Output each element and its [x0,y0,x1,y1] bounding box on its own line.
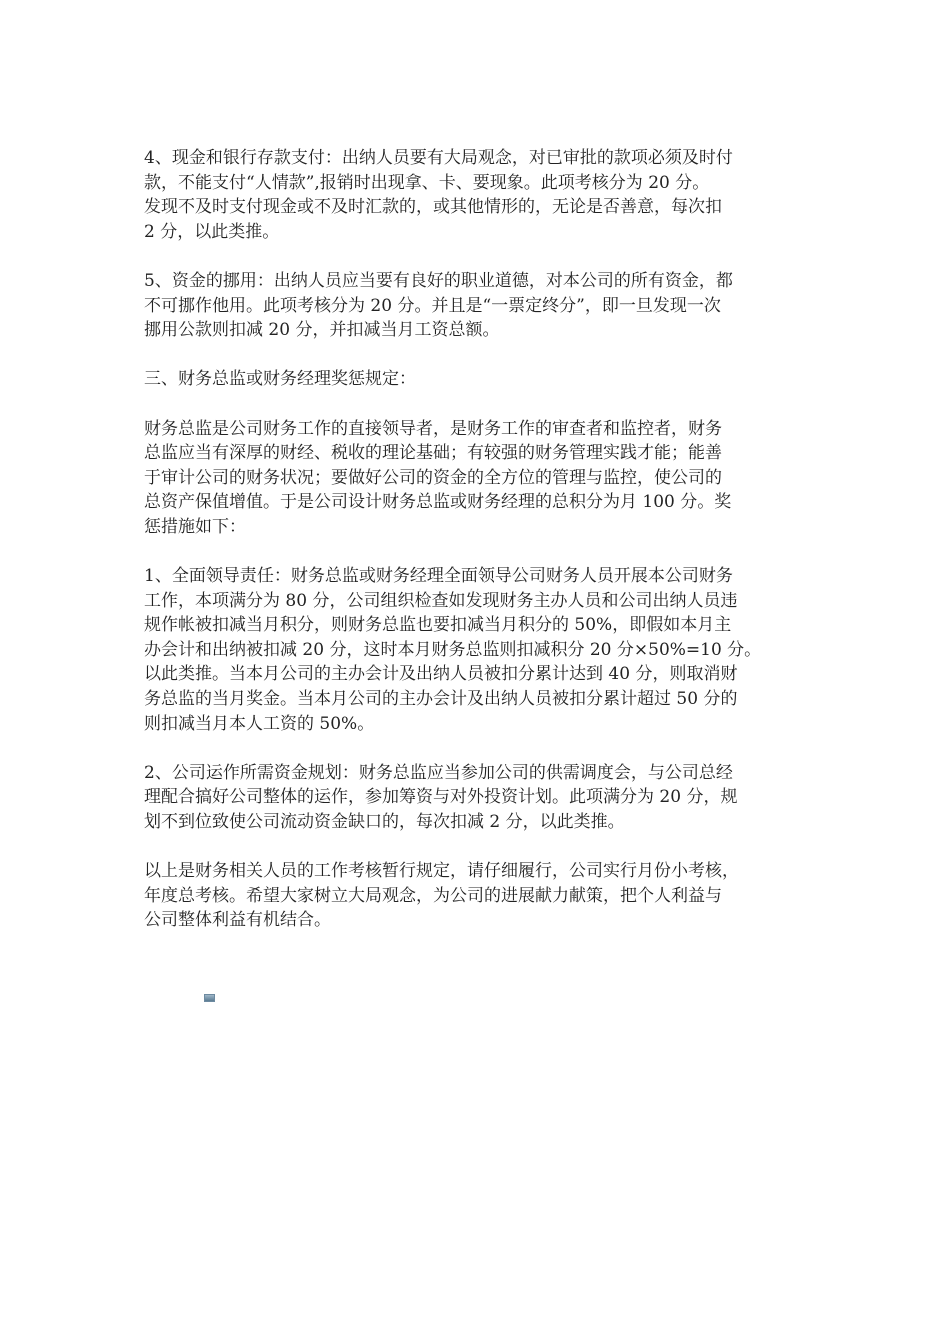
paragraph-closing: 以上是财务相关人员的工作考核暂行规定，请仔细履行，公司实行月份小考核， 年度总考核。希望大家树立大局观念，为公司的进展献力献策，把个人利益与 公司整体利益有机结合。 [144,861,739,931]
paragraph-fund-planning: 2、公司运作所需资金规划：财务总监应当参加公司的供需调度会，与公司总经 理配合搞好公司整体的运作，参加筹资与对外投资计划。此项满分为 20 分，规 划不到位致使公司流动资金缺口的，每次扣减 2 分，以此类推。 [144,762,738,833]
section-heading-director-rules: 三、财务总监或财务经理奖惩规定： [144,369,416,390]
document-body [144,146,824,958]
small-image-icon [204,994,215,1002]
paragraph-leadership-responsibility: 1、全面领导责任：财务总监或财务经理全面领导公司财务人员开展本公司财务 工作，本项满分为 80 分，公司组织检查如发现财务主办人员和公司出纳人员违 规作帐被扣减当月积分，则财务总监也要扣减当月积分的 50%，即假如本月主 办会计和出纳被扣减 20 分，这时本月财务总监则扣减积分 20 分×50%=10 分。 以此类推。当本月公司的主办会计及出纳人员被扣分累计达到 40 分，则取消财 务总监的当月奖金。当本月公司的主办会计及出纳人员被扣分累计超过 50 分的 则扣减当月本人工资的 50%。 [144,566,762,734]
paragraph-fund-misuse: 5、资金的挪用：出纳人员应当要有良好的职业道德，对本公司的所有资金，都 不可挪作他用。此项考核分为 20 分。并且是“一票定终分”，即一旦发现一次 挪用公款则扣减 20 分，并扣减当月工资总额。 [144,270,733,341]
paragraph-director-intro: 财务总监是公司财务工作的直接领导者，是财务工作的审查者和监控者，财务 总监应当有深厚的财经、税收的理论基础；有较强的财务管理实践才能；能善 于审计公司的财务状况；要做好公司的资金的全方位的管理与监控，使公司的 总资产保值增值。于是公司设计财务总监或财务经理的总积分为月 100 分。奖 惩措施如下： [144,418,732,537]
paragraph-cash-payment: 4、现金和银行存款支付：出纳人员要有大局观念，对已审批的款项必须及时付 款，不能支付“人情款”,报销时出现拿、卡、要现象。此项考核分为 20 分。 发现不及时支付现金或不及时汇款的，或其他情形的，无论是否善意，每次扣 2 分，以此类推。 [144,148,733,242]
